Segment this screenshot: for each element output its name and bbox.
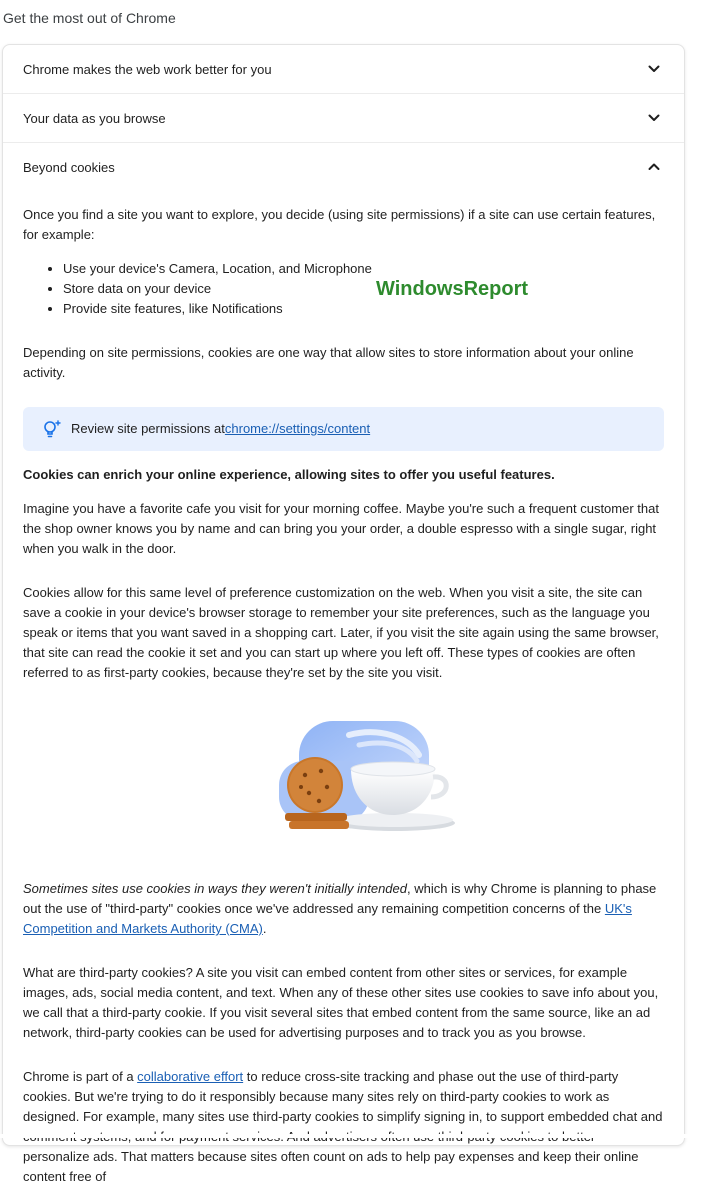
page-title: Get the most out of Chrome bbox=[3, 10, 176, 26]
accordion-card bbox=[2, 44, 685, 1184]
lightbulb-icon bbox=[41, 418, 63, 440]
info-box bbox=[23, 407, 664, 451]
watermark: WindowsReport bbox=[376, 278, 529, 300]
chevron-down-icon bbox=[646, 110, 662, 126]
third-party-paragraph: What are third-party cookies? A site you visit can embed content from other sites or services, for example images, ads, social media content, and text. When any of these other sites use cookies to save info about you, we call that a third-party cookie. If you visit several sites that embed content from the same source, like an ad network, third-party cookies can be used for advertising purposes and to track you as you browse. bbox=[23, 965, 659, 1040]
accordion-item-your-data[interactable] bbox=[3, 94, 684, 143]
phase-out-text: , which is why Chrome is planning to phase out the use of "third-party" cookies once we've addressed any remaining competition concerns of the bbox=[23, 881, 657, 916]
first-party-paragraph: Cookies allow for this same level of preference customization on the web. When you visit a site, the site can save a cookie in your device's browser storage to remember your site preferences, such as the language you speak or items that you want saved in a shopping cart. Later, if you visit the site again using the same browser, that site can read the cookie it set and you can start up where you left off. These types of cookies are often referred to as first-party cookies, because they're set by the site you visit. bbox=[23, 585, 659, 680]
italic-text: Sometimes sites use cookies in ways they weren't initially intended bbox=[23, 881, 407, 896]
chevron-up-icon bbox=[646, 159, 662, 175]
cma-link[interactable]: UK's Competition and Markets Authority (CMA) bbox=[23, 901, 632, 936]
intro-paragraph: Once you find a site you want to explore, you decide (using site permissions) if a site can use certain features, for example: bbox=[23, 207, 656, 242]
cookies-heading: Cookies can enrich your online experience, allowing sites to offer you useful features. bbox=[23, 467, 555, 482]
chevron-down-icon bbox=[646, 61, 662, 77]
collab-paragraph bbox=[23, 1067, 664, 1187]
accordion-content bbox=[3, 205, 684, 1187]
accordion-label: Your data as you browse bbox=[23, 110, 166, 126]
accordion-label: Chrome makes the web work better for you bbox=[23, 61, 272, 77]
phase-out-paragraph bbox=[23, 879, 664, 939]
collab-start: Chrome is part of a bbox=[23, 1069, 138, 1084]
cookie-coffee-image bbox=[259, 721, 459, 841]
phase-out-end: . bbox=[262, 921, 267, 936]
accordion-item-chrome-better[interactable] bbox=[3, 45, 684, 94]
settings-content-link[interactable]: chrome://settings/content bbox=[224, 421, 371, 436]
list-item: • Use your device's Camera, Location, and Microphone bbox=[63, 259, 664, 279]
list-item: • Store data on your device bbox=[63, 279, 664, 299]
cafe-paragraph: Imagine you have a favorite cafe you visit for your morning coffee. Maybe you're such a frequent customer that the shop owner knows you by name and can bring you your order, a double espresso with a single sugar, right when you walk in the door. bbox=[23, 501, 659, 556]
bottom-edge bbox=[0, 1134, 708, 1138]
permissions-paragraph: Depending on site permissions, cookies are one way that allow sites to store information about your online activity. bbox=[23, 345, 634, 380]
accordion-item-beyond-cookies[interactable] bbox=[3, 143, 684, 191]
info-text: Review site permissions at bbox=[71, 421, 225, 436]
feature-list bbox=[23, 259, 664, 319]
collaborative-effort-link[interactable]: collaborative effort bbox=[137, 1069, 244, 1084]
accordion-label: Beyond cookies bbox=[23, 159, 115, 175]
cookie-coffee-illustration bbox=[23, 693, 664, 863]
collab-text: to reduce cross-site tracking and phase out the use of third-party cookies. But we're trying to do it responsibly because many sites rely on third-party cookies to work as designed. For example, many sites use third-party cookies to simplify signing in, to support embedded chat and personalize ads. That matters because sites often count on ads to help pay expenses and keep their online content free of bbox=[23, 1069, 663, 1184]
list-item: • Provide site features, like Notifications bbox=[63, 299, 664, 319]
